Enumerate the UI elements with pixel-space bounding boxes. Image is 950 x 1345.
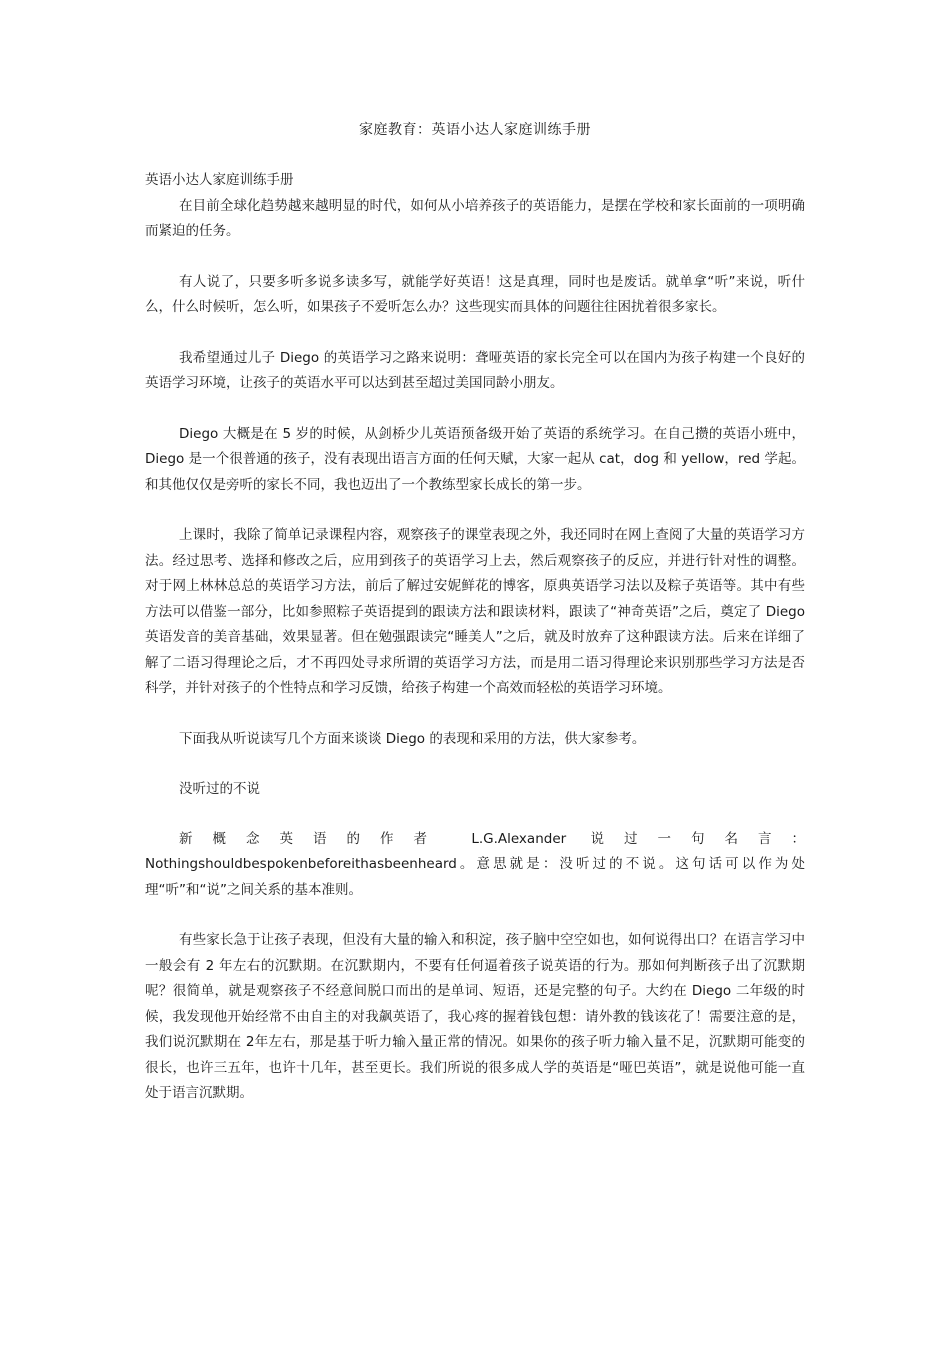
paragraph-diego-start: Diego 大概是在 5 岁的时候，从剑桥少儿英语预备级开始了英语的系统学习。在自己攒的英语小班中，Diego 是一个很普通的孩子，没有表现出语言方面的任何天赋，大家一起从 cat，dog 和 yellow，red 学起。和其他仅仅是旁听的家长不同，我也迈出了一个教练型家长成长的第一步。 xyxy=(145,425,805,493)
paragraph-alexander-quote: 新概念英语的作者 L.G.Alexander 说过一句名言：Nothingshouldbespokenbeforeithasbeenheard。意思就是：没听过的不说。这句话可以作为处理“听”和“说”之间关系的基本准则。 xyxy=(145,830,805,898)
document-body xyxy=(145,168,805,1132)
paragraph-silent-period: 有些家长急于让孩子表现，但没有大量的输入和积淀，孩子脑中空空如也，如何说得出口？在语言学习中一般会有 2 年左右的沉默期。在沉默期内，不要有任何逼着孩子说英语的行为。那如何判断孩子出了沉默期呢？很简单，就是观察孩子不经意间脱口而出的是单词、短语，还是完整的句子。大约在 Diego 二年级的时候，我发现他开始经常不由自主的对我飙英语了，我心疼的握着钱包想：请外教的钱该花了！需要注意的是，我们说沉默期在 2年左右，那是基于听力输入量正常的情况。如果你的孩子听力输入量不足，沉默期可能变的很长，也许三五年，也许十几年，甚至更长。我们所说的很多成人学的英语是“哑巴英语”，就是说他可能一直处于语言沉默期。 xyxy=(145,932,805,1101)
paragraph-intro: 在目前全球化趋势越来越明显的时代，如何从小培养孩子的英语能力，是摆在学校和家长面前的一项明确而紧迫的任务。 xyxy=(145,197,805,239)
paragraph-listening: 有人说了，只要多听多说多读多写，就能学好英语！这是真理，同时也是废话。就单拿“听”来说，听什么，什么时候听，怎么听，如果孩子不爱听怎么办？这些现实而具体的问题往往困扰着很多家长。 xyxy=(145,273,805,315)
paragraph-overview: 下面我从听说读写几个方面来谈谈 Diego 的表现和采用的方法，供大家参考。 xyxy=(179,730,646,747)
document-subtitle: 英语小达人家庭训练手册 xyxy=(145,172,294,188)
document-title: 家庭教育：英语小达人家庭训练手册 xyxy=(359,122,591,138)
section-heading: 没听过的不说 xyxy=(179,781,260,797)
paragraph-purpose: 我希望通过儿子 Diego 的英语学习之路来说明：聋哑英语的家长完全可以在国内为孩子构建一个良好的英语学习环境，让孩子的英语水平可以达到甚至超过美国同龄小朋友。 xyxy=(145,349,805,391)
paragraph-methods: 上课时，我除了简单记录课程内容，观察孩子的课堂表现之外，我还同时在网上查阅了大量的英语学习方法。经过思考、选择和修改之后，应用到孩子的英语学习上去，然后观察孩子的反应，并进行针对性的调整。对于网上林林总总的英语学习方法，前后了解过安妮鲜花的博客，原典英语学习法以及粽子英语等。其中有些方法可以借鉴一部分，比如参照粽子英语提到的跟读方法和跟读材料，跟读了“神奇英语”之后，奠定了 Diego 英语发音的美音基础，效果显著。但在勉强跟读完“睡美人”之后，就及时放弃了这种跟读方法。后来在详细了解了二语习得理论之后，才不再四处寻求所谓的英语学习方法，而是用二语习得理论来识别那些学习方法是否科学，并针对孩子的个性特点和学习反馈，给孩子构建一个高效而轻松的英语学习环境。 xyxy=(145,527,805,696)
